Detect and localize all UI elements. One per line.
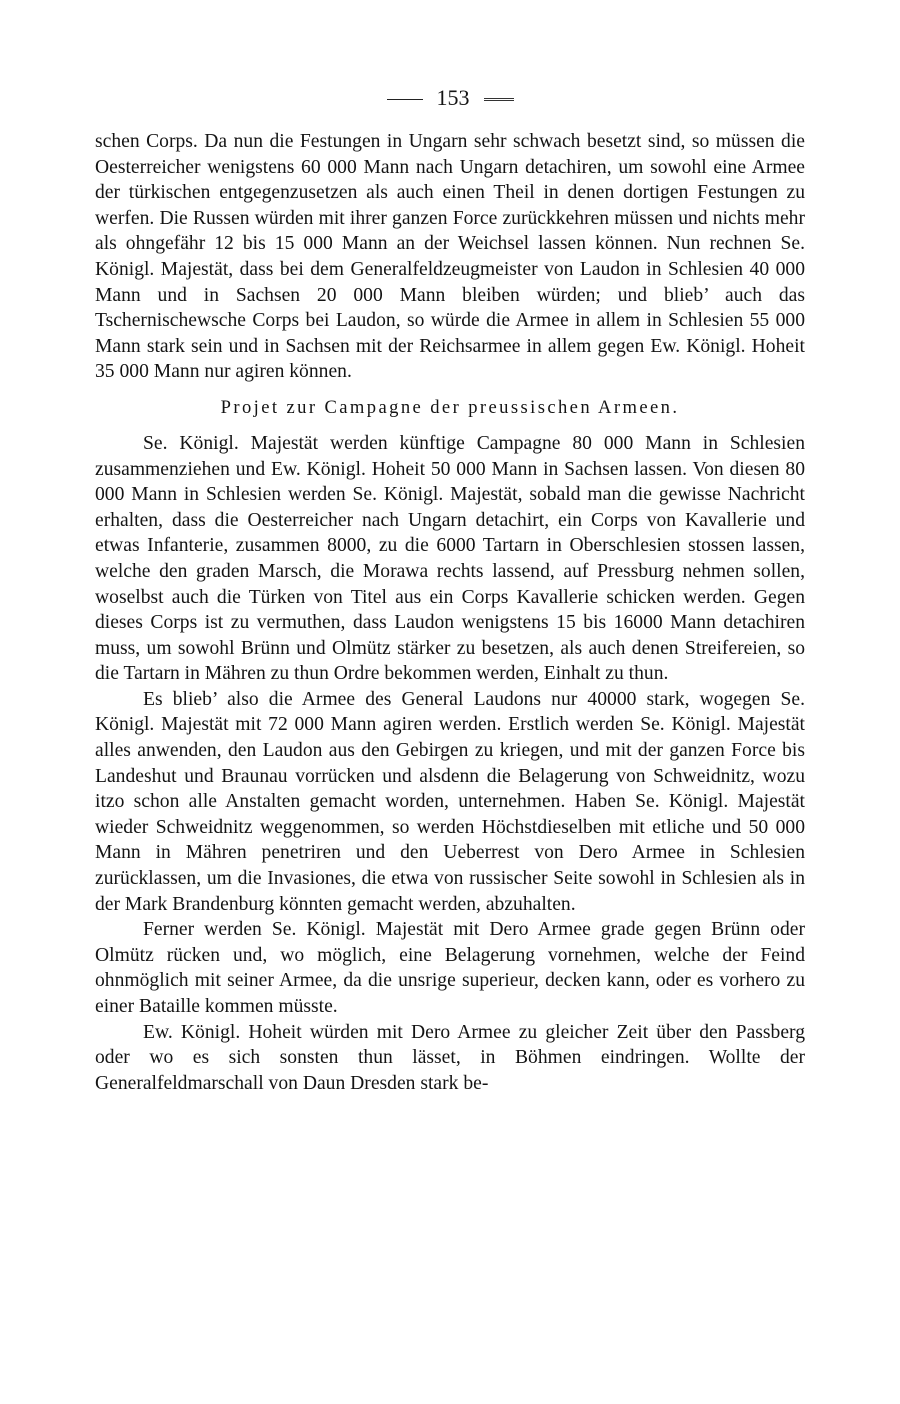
header-rule-left xyxy=(387,99,423,100)
paragraph: Ferner werden Se. Königl. Majestät mit Dero Armee grade gegen Brünn oder Olmütz rücken und, wo möglich, eine Belagerung vornehmen, welche der Feind ohnmöglich mit seiner Armee, da die unsrige superieur, decken kann, oder es vorhero zu einer Bataille kommen müsste. xyxy=(95,919,805,1017)
paragraph: Ew. Königl. Hoheit würden mit Dero Armee zu gleicher Zeit über den Passberg oder wo es sich sonsten thun lässet, in Böhmen eindringen. Wollte der Generalfeldmarschall von Daun Dresden stark be- xyxy=(95,1021,805,1094)
page-body xyxy=(95,129,805,1096)
header-rule-right xyxy=(484,98,514,101)
page-number: 153 xyxy=(436,85,470,110)
page-header xyxy=(0,84,900,112)
section-title: Projet zur Campagne der preussischen Armeen. xyxy=(220,396,680,418)
paragraph: Se. Königl. Majestät werden künftige Campagne 80 000 Mann in Schlesien zusammenziehen und Ew. Königl. Hoheit 50 000 Mann in Sachsen lassen. Von diesen 80 000 Mann in Schlesien werden Se. Königl. Majestät, sobald man die gewisse Nachricht erhalten, dass die Oesterreicher nach Ungarn detachirt, ein Corps von Kavallerie und etwas Infanterie, zusammen 8000, zu die 6000 Tartarn in Oberschlesien stossen lassen, welche den graden Marsch, die Morawa rechts lassend, auf Pressburg nehmen sollen, woselbst auch die Türken von Titel aus ein Corps Kavallerie schicken werden. Gegen dieses Corps ist zu vermuthen, dass Laudon wenigstens 15 bis 16000 Mann detachiren muss, um sowohl Brünn und Olmütz stärker zu besetzen, als auch denen Streifereien, so die Tartarn in Mähren zu thun Ordre bekommen werden, Einhalt zu thun. xyxy=(95,432,805,685)
paragraph: Es blieb’ also die Armee des General Laudons nur 40000 stark, wogegen Se. Königl. Majestät mit 72 000 Mann agiren werden. Erstlich werden Se. Königl. Majestät alles anwenden, den Laudon aus den Gebirgen zu kriegen, und mit der ganzen Force bis Landeshut und Braunau vorrücken und alsdenn die Belagerung von Schweidnitz, wozu itzo schon alle Anstalten gemacht worden, unternehmen. Haben Se. Königl. Majestät wieder Schweidnitz weggenommen, so werden Höchstdieselben mit etliche und 50 000 Mann in Mähren penetriren und den Ueberrest von Dero Armee in Schlesien zurücklassen, um die Invasiones, die etwa von russischer Seite sowohl in Schlesien als in der Mark Brandenburg könnten gemacht werden, abzuhalten. xyxy=(95,688,805,915)
paragraph-continuation: schen Corps. Da nun die Festungen in Ungarn sehr schwach besetzt sind, so müssen die Oesterreicher wenigstens 60 000 Mann nach Ungarn detachiren, um sowohl eine Armee der türkischen entgegenzusetzen als auch einen Theil in denen dortigen Festungen zu werfen. Die Russen würden mit ihrer ganzen Force zurückkehren müssen und nichts mehr als ohngefähr 12 bis 15 000 Mann an der Weichsel lassen können. Nun rechnen Se. Königl. Majestät, dass bei dem Generalfeldzeugmeister von Laudon in Schlesien 40 000 Mann und in Sachsen 20 000 Mann bleiben würden; und blieb’ auch das Tschernischewsche Corps bei Laudon, so würde die Armee in allem in Schlesien 55 000 Mann stark sein und in Sachsen mit der Reichsarmee in allem gegen Ew. Königl. Hoheit 35 000 Mann nur agiren können. xyxy=(95,131,805,383)
